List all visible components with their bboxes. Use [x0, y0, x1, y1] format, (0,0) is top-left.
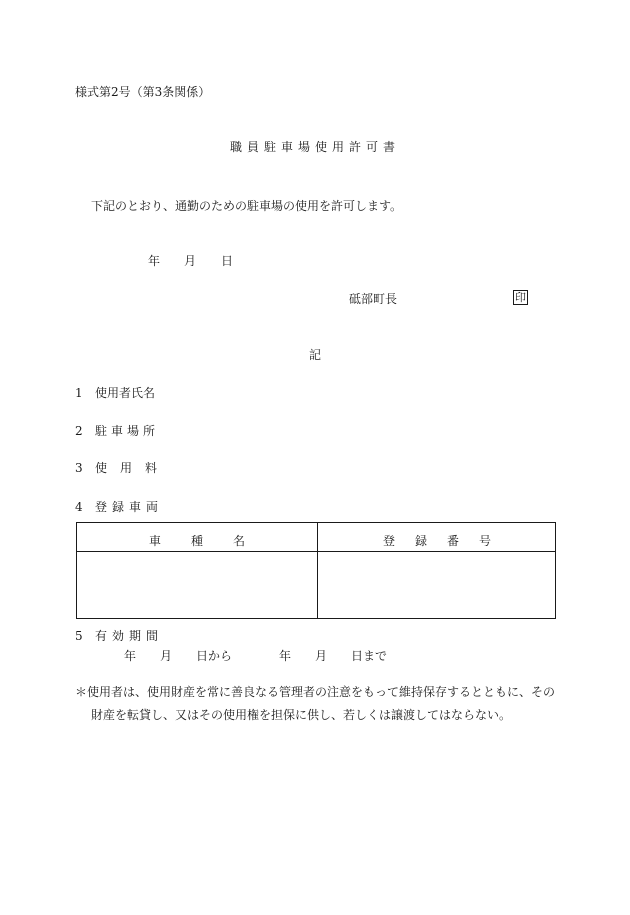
note-line-1: ＊使用者は、使用財産を常に善良なる管理者の注意をもって維持保存するとともに、その [75, 685, 556, 699]
period-from-month: 月 [160, 649, 173, 663]
form-number: 様式第2号（第3条関係） [75, 85, 211, 99]
table-header-registration-number: 登録番号 [382, 534, 511, 548]
seal-mark: 印 [515, 291, 526, 304]
vehicle-table [76, 522, 556, 619]
period-from-year: 年 [124, 649, 137, 663]
item-label-valid-period: 有効期間 [95, 629, 164, 643]
ki-heading: 記 [308, 348, 321, 362]
table-header-vehicle-type: 車種名 [148, 534, 275, 548]
item-label-parking-location: 駐車場所 [95, 424, 160, 438]
item-label-usage-fee: 使用料 [95, 461, 171, 475]
body-text: 下記のとおり、通勤のための駐車場の使用を許可します。 [91, 199, 403, 213]
period-from-day: 日から [196, 649, 233, 663]
document-title: 職員駐車場使用許可書 [229, 140, 400, 154]
period-to-year: 年 [279, 649, 292, 663]
issuer-name: 砥部町長 [349, 292, 398, 306]
table-cell-vehicle-type[interactable] [77, 552, 317, 618]
item-label-user-name: 使用者氏名 [95, 386, 156, 400]
table-cell-registration-number[interactable] [318, 552, 555, 618]
date-year-label: 年 [148, 254, 161, 268]
item-number-2: 2 [75, 424, 83, 438]
period-to-day: 日まで [351, 649, 388, 663]
period-to-month: 月 [315, 649, 328, 663]
item-number-1: 1 [75, 386, 83, 400]
item-number-5: 5 [75, 629, 83, 643]
date-month-label: 月 [184, 254, 197, 268]
note-line-2: 財産を転貸し、又はその使用権を担保に供し、若しくは譲渡してはならない。 [91, 708, 512, 722]
item-number-3: 3 [75, 461, 83, 475]
date-day-label: 日 [221, 254, 234, 268]
item-label-registered-vehicle: 登録車両 [95, 500, 164, 514]
item-number-4: 4 [75, 500, 83, 514]
